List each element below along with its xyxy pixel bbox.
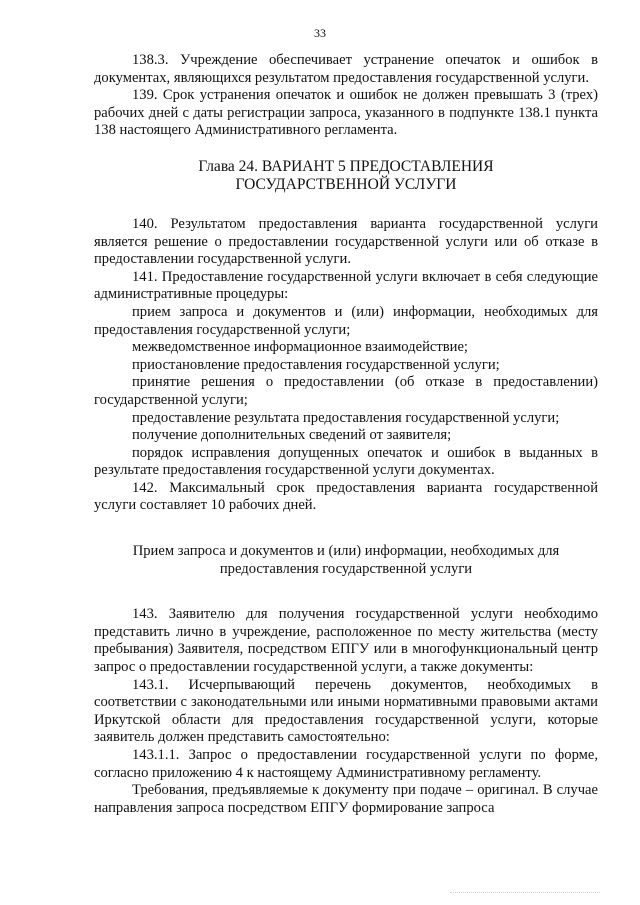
paragraph-141: 141. Предоставление государственной услуги включает в себя следующие административные процедуры: (94, 268, 598, 303)
paragraph-143-1-1: 143.1.1. Запрос о предоставлении государственной услуги по форме, согласно приложению 4 к настоящему Административному регламенту. (94, 747, 598, 781)
page-content (94, 52, 598, 817)
procedure-item: прием запроса и документов и (или) информации, необходимых для предоставления государственной услуги; (94, 303, 598, 338)
section-heading-line1: Прием запроса и документов и (или) информации, необходимых для (132, 543, 560, 560)
chapter-heading-line1: Глава 24. ВАРИАНТ 5 ПРЕДОСТАВЛЕНИЯ (198, 157, 494, 175)
footer-scan-mark (450, 892, 600, 899)
chapter-heading-line2: ГОСУДАРСТВЕННОЙ УСЛУГИ (235, 175, 457, 193)
procedure-item: межведомственное информационное взаимодействие; (132, 339, 468, 356)
paragraph-143-1: 143.1. Исчерпывающий перечень документов, необходимых в соответствии с законодательными или иными нормативными правовыми актами Иркутской области для предоставления государственной услуги, которые заявитель должен представить самостоятельно: (94, 676, 598, 746)
procedure-item: принятие решения о предоставлении (об отказе в предоставлении) государственной услуги; (94, 374, 598, 408)
paragraph-140: 140. Результатом предоставления варианта государственной услуги является решение о предоставлении государственной услуги или об отказе в предоставлении государственной услуги. (94, 215, 598, 268)
procedure-item: порядок исправления допущенных опечаток и ошибок в выданных в результате предоставления государственной услуги документах. (94, 444, 598, 479)
paragraph-requirements: Требования, предъявляемые к документу при подаче – оригинал. В случае направления запроса посредством ЕПГУ формирование запроса (94, 782, 598, 816)
procedure-item: приостановление предоставления государственной услуги; (132, 356, 500, 373)
paragraph-143: 143. Заявителю для получения государственной услуги необходимо представить лично в учреждение, расположенное по месту жительства (месту пребывания) Заявителя, посредством ЕПГУ или в многофункциональный центр запрос о предоставлении государственной услуги, а также документы: (94, 606, 598, 676)
procedure-item: получение дополнительных сведений от заявителя; (132, 427, 452, 444)
procedure-item: предоставление результата предоставления государственной услуги; (132, 409, 560, 426)
paragraph-142: 142. Максимальный срок предоставления варианта государственной услуги составляет 10 рабочих дней. (94, 479, 598, 514)
page-number: 33 (314, 26, 326, 40)
paragraph-138-3: 138.3. Учреждение обеспечивает устранение опечаток и ошибок в документах, являющихся результатом предоставления государственной услуги. (94, 52, 598, 86)
section-heading-line2: предоставления государственной услуги (219, 560, 473, 577)
paragraph-139: 139. Срок устранения опечаток и ошибок не должен превышать 3 (трех) рабочих дней с даты регистрации запроса, указанного в подпункте 138.1 пункта 138 настоящего Административного регламента. (94, 87, 598, 139)
